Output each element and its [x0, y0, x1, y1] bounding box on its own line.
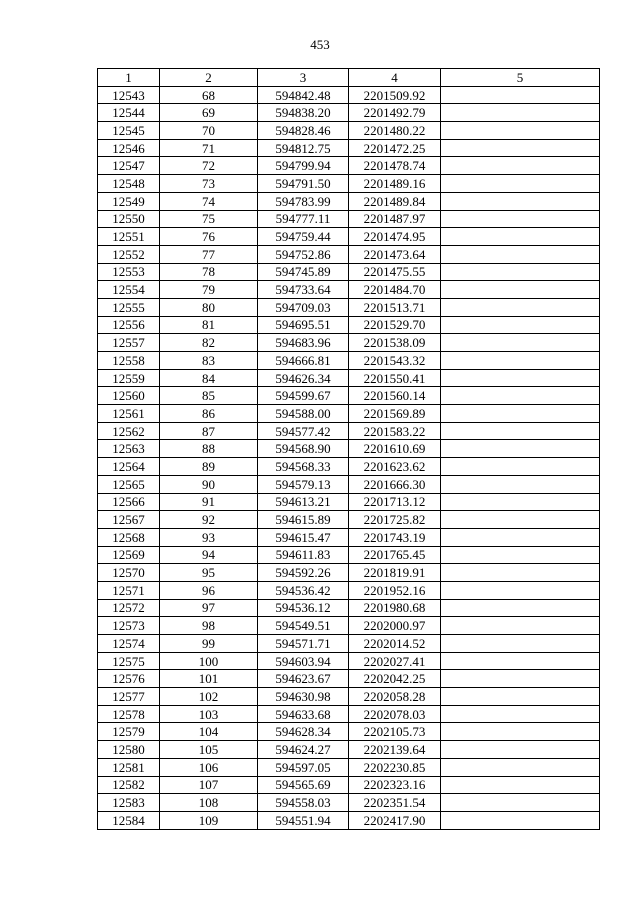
table-cell: 594568.33 [258, 458, 349, 476]
table-row [98, 705, 600, 723]
table-cell [441, 723, 600, 741]
table-row [98, 387, 600, 405]
table-cell: 2201819.91 [349, 564, 441, 582]
table-cell [441, 210, 600, 228]
table-cell [441, 546, 600, 564]
table-cell: 2202058.28 [349, 688, 441, 706]
table-cell: 12576 [98, 670, 160, 688]
table-cell [441, 122, 600, 140]
coordinates-table [97, 68, 600, 830]
table-cell: 69 [160, 104, 258, 122]
table-cell [441, 263, 600, 281]
table-row [98, 458, 600, 476]
table-cell: 2201725.82 [349, 511, 441, 529]
table-cell: 594709.03 [258, 298, 349, 316]
table-cell: 12555 [98, 298, 160, 316]
table-cell [441, 175, 600, 193]
column-header: 4 [349, 69, 441, 87]
table-cell: 92 [160, 511, 258, 529]
table-cell: 12558 [98, 352, 160, 370]
table-cell: 2201560.14 [349, 387, 441, 405]
table-cell: 101 [160, 670, 258, 688]
table-cell: 12581 [98, 758, 160, 776]
table-row [98, 192, 600, 210]
table-cell: 12584 [98, 811, 160, 829]
table-cell: 12573 [98, 617, 160, 635]
table-cell [441, 352, 600, 370]
table-body [98, 86, 600, 829]
table-cell: 2202230.85 [349, 758, 441, 776]
table-cell: 594599.67 [258, 387, 349, 405]
table-cell [441, 635, 600, 653]
table-cell [441, 405, 600, 423]
table-cell: 2201484.70 [349, 281, 441, 299]
table-cell: 12582 [98, 776, 160, 794]
table-row [98, 298, 600, 316]
table-cell: 2202139.64 [349, 741, 441, 759]
table-cell: 12563 [98, 440, 160, 458]
table-cell: 594623.67 [258, 670, 349, 688]
table-row [98, 546, 600, 564]
table-cell [441, 688, 600, 706]
table-cell [441, 581, 600, 599]
table-cell: 12554 [98, 281, 160, 299]
table-row [98, 316, 600, 334]
table-row [98, 652, 600, 670]
table-cell [441, 440, 600, 458]
table-cell: 2201473.64 [349, 245, 441, 263]
table-cell: 594633.68 [258, 705, 349, 723]
table-cell: 594577.42 [258, 422, 349, 440]
table-cell [441, 493, 600, 511]
table-cell: 12580 [98, 741, 160, 759]
table-cell [441, 599, 600, 617]
table-row [98, 599, 600, 617]
table-cell: 594549.51 [258, 617, 349, 635]
table-cell: 12550 [98, 210, 160, 228]
table-cell [441, 794, 600, 812]
table-row [98, 758, 600, 776]
table-cell: 12548 [98, 175, 160, 193]
table-cell: 594777.11 [258, 210, 349, 228]
table-row [98, 157, 600, 175]
table-cell: 594695.51 [258, 316, 349, 334]
table-cell: 106 [160, 758, 258, 776]
table-cell: 2201743.19 [349, 528, 441, 546]
table-row [98, 617, 600, 635]
table-cell: 2201550.41 [349, 369, 441, 387]
table-cell [441, 741, 600, 759]
table-cell: 2201543.32 [349, 352, 441, 370]
table-cell: 594799.94 [258, 157, 349, 175]
table-cell: 2201492.79 [349, 104, 441, 122]
table-cell: 107 [160, 776, 258, 794]
table-cell: 12566 [98, 493, 160, 511]
table-row [98, 475, 600, 493]
table-cell: 12572 [98, 599, 160, 617]
table-cell: 91 [160, 493, 258, 511]
table-cell: 2201489.16 [349, 175, 441, 193]
table-cell [441, 564, 600, 582]
table-cell: 12568 [98, 528, 160, 546]
table-cell: 2201474.95 [349, 228, 441, 246]
table-cell: 12556 [98, 316, 160, 334]
table-cell: 12567 [98, 511, 160, 529]
table-cell: 85 [160, 387, 258, 405]
table-cell: 103 [160, 705, 258, 723]
table-cell [441, 245, 600, 263]
table-cell: 12546 [98, 139, 160, 157]
table-cell: 12571 [98, 581, 160, 599]
table-cell: 88 [160, 440, 258, 458]
table-cell: 594615.47 [258, 528, 349, 546]
table-cell: 12579 [98, 723, 160, 741]
table-cell: 594630.98 [258, 688, 349, 706]
column-header: 5 [441, 69, 600, 87]
table-row [98, 122, 600, 140]
table-cell: 594592.26 [258, 564, 349, 582]
table-cell: 2201478.74 [349, 157, 441, 175]
table-cell [441, 369, 600, 387]
table-cell: 105 [160, 741, 258, 759]
table-cell: 12551 [98, 228, 160, 246]
table-cell: 594791.50 [258, 175, 349, 193]
table-cell: 594551.94 [258, 811, 349, 829]
table-row [98, 175, 600, 193]
table-row [98, 811, 600, 829]
table-cell: 594733.64 [258, 281, 349, 299]
table-cell: 594588.00 [258, 405, 349, 423]
table-row [98, 245, 600, 263]
table-cell: 2201475.55 [349, 263, 441, 281]
table-row [98, 723, 600, 741]
table-cell: 2201487.97 [349, 210, 441, 228]
table-cell: 594536.42 [258, 581, 349, 599]
table-cell: 594603.94 [258, 652, 349, 670]
table-row [98, 741, 600, 759]
table-cell [441, 228, 600, 246]
table-row [98, 210, 600, 228]
table-cell: 12544 [98, 104, 160, 122]
table-cell: 594615.89 [258, 511, 349, 529]
table-cell [441, 281, 600, 299]
table-cell [441, 511, 600, 529]
table-cell: 71 [160, 139, 258, 157]
table-cell: 81 [160, 316, 258, 334]
table-cell: 2201765.45 [349, 546, 441, 564]
table-cell: 594568.90 [258, 440, 349, 458]
table-row [98, 422, 600, 440]
table-cell: 12543 [98, 86, 160, 104]
table-cell: 594597.05 [258, 758, 349, 776]
table-cell: 73 [160, 175, 258, 193]
table-cell: 97 [160, 599, 258, 617]
table-cell: 2201666.30 [349, 475, 441, 493]
table-cell: 108 [160, 794, 258, 812]
table-cell: 12575 [98, 652, 160, 670]
table-cell: 12552 [98, 245, 160, 263]
table-row [98, 104, 600, 122]
table-cell: 12549 [98, 192, 160, 210]
table-cell: 104 [160, 723, 258, 741]
table-cell [441, 86, 600, 104]
table-cell: 90 [160, 475, 258, 493]
table-cell: 2202078.03 [349, 705, 441, 723]
table-cell [441, 316, 600, 334]
table-cell: 80 [160, 298, 258, 316]
table-row [98, 86, 600, 104]
table-cell: 594624.27 [258, 741, 349, 759]
table-cell: 95 [160, 564, 258, 582]
table-cell: 2201623.62 [349, 458, 441, 476]
table-cell: 102 [160, 688, 258, 706]
column-header: 1 [98, 69, 160, 87]
table-cell: 594666.81 [258, 352, 349, 370]
table-row [98, 528, 600, 546]
table-cell: 94 [160, 546, 258, 564]
table-cell: 2202042.25 [349, 670, 441, 688]
table-row [98, 670, 600, 688]
table-cell [441, 652, 600, 670]
column-header: 2 [160, 69, 258, 87]
table-row [98, 511, 600, 529]
table-row [98, 281, 600, 299]
table-cell: 12578 [98, 705, 160, 723]
table-cell: 12583 [98, 794, 160, 812]
table-cell [441, 475, 600, 493]
table-cell: 77 [160, 245, 258, 263]
table-cell [441, 387, 600, 405]
table-cell: 12560 [98, 387, 160, 405]
table-cell: 2201480.22 [349, 122, 441, 140]
table-cell [441, 422, 600, 440]
table-cell [441, 617, 600, 635]
table-cell: 96 [160, 581, 258, 599]
table-cell: 594579.13 [258, 475, 349, 493]
table-cell: 2201489.84 [349, 192, 441, 210]
table-cell: 12559 [98, 369, 160, 387]
table-header-row [98, 69, 600, 87]
table-cell: 98 [160, 617, 258, 635]
table-row [98, 440, 600, 458]
table-cell: 100 [160, 652, 258, 670]
table-cell: 594628.34 [258, 723, 349, 741]
table-cell: 594828.46 [258, 122, 349, 140]
table-cell: 82 [160, 334, 258, 352]
table-cell: 594745.89 [258, 263, 349, 281]
table-cell: 594571.71 [258, 635, 349, 653]
table-row [98, 635, 600, 653]
table-cell: 84 [160, 369, 258, 387]
table-cell: 75 [160, 210, 258, 228]
table-cell: 2201980.68 [349, 599, 441, 617]
table-cell: 2202027.41 [349, 652, 441, 670]
table-row [98, 263, 600, 281]
table-cell: 2201952.16 [349, 581, 441, 599]
table-cell: 594812.75 [258, 139, 349, 157]
table-cell: 86 [160, 405, 258, 423]
table-cell: 12569 [98, 546, 160, 564]
table-cell [441, 334, 600, 352]
table-row [98, 334, 600, 352]
table-cell [441, 705, 600, 723]
table-cell: 2201513.71 [349, 298, 441, 316]
table-cell: 2201538.09 [349, 334, 441, 352]
table-cell: 594759.44 [258, 228, 349, 246]
table-cell: 68 [160, 86, 258, 104]
table-cell: 76 [160, 228, 258, 246]
table-cell: 12547 [98, 157, 160, 175]
table-cell: 2202417.90 [349, 811, 441, 829]
table-cell [441, 157, 600, 175]
table-row [98, 564, 600, 582]
table-cell: 93 [160, 528, 258, 546]
table-cell: 12565 [98, 475, 160, 493]
table-cell [441, 298, 600, 316]
table-cell: 12553 [98, 263, 160, 281]
table-cell: 12564 [98, 458, 160, 476]
table-cell: 12570 [98, 564, 160, 582]
table-cell: 2201472.25 [349, 139, 441, 157]
table-row [98, 139, 600, 157]
table-cell: 2201529.70 [349, 316, 441, 334]
table-cell [441, 192, 600, 210]
table-cell: 72 [160, 157, 258, 175]
table-cell: 2201583.22 [349, 422, 441, 440]
table-cell [441, 670, 600, 688]
table-cell [441, 776, 600, 794]
table-cell: 2201610.69 [349, 440, 441, 458]
table-cell [441, 528, 600, 546]
table-cell: 2202000.97 [349, 617, 441, 635]
table-cell: 594626.34 [258, 369, 349, 387]
table-row [98, 405, 600, 423]
table-cell: 2201509.92 [349, 86, 441, 104]
table-cell: 594838.20 [258, 104, 349, 122]
table-cell [441, 139, 600, 157]
table-row [98, 794, 600, 812]
table-row [98, 493, 600, 511]
table-row [98, 228, 600, 246]
table-cell: 12561 [98, 405, 160, 423]
table-cell: 594683.96 [258, 334, 349, 352]
table-cell: 79 [160, 281, 258, 299]
table-cell [441, 458, 600, 476]
table-cell: 12557 [98, 334, 160, 352]
table-cell: 594752.86 [258, 245, 349, 263]
table-cell [441, 758, 600, 776]
table-cell: 74 [160, 192, 258, 210]
table-cell: 78 [160, 263, 258, 281]
table-cell: 594783.99 [258, 192, 349, 210]
table-cell: 89 [160, 458, 258, 476]
column-header: 3 [258, 69, 349, 87]
table-cell: 594558.03 [258, 794, 349, 812]
table-cell: 70 [160, 122, 258, 140]
table-cell: 594613.21 [258, 493, 349, 511]
table-cell [441, 104, 600, 122]
table-row [98, 581, 600, 599]
table-cell: 87 [160, 422, 258, 440]
table-cell: 83 [160, 352, 258, 370]
table-cell: 12545 [98, 122, 160, 140]
table-cell: 2202105.73 [349, 723, 441, 741]
table-row [98, 776, 600, 794]
table-cell: 594611.83 [258, 546, 349, 564]
table-cell: 2201569.89 [349, 405, 441, 423]
table-cell: 12562 [98, 422, 160, 440]
table-cell: 594565.69 [258, 776, 349, 794]
table-row [98, 352, 600, 370]
table-cell: 2201713.12 [349, 493, 441, 511]
page-number: 453 [310, 37, 330, 52]
table-cell: 594842.48 [258, 86, 349, 104]
table-cell: 594536.12 [258, 599, 349, 617]
table-row [98, 369, 600, 387]
table-cell: 12574 [98, 635, 160, 653]
table-cell: 109 [160, 811, 258, 829]
table-row [98, 688, 600, 706]
table-cell: 99 [160, 635, 258, 653]
table-cell: 12577 [98, 688, 160, 706]
table-cell: 2202351.54 [349, 794, 441, 812]
table-cell: 2202014.52 [349, 635, 441, 653]
table-cell [441, 811, 600, 829]
table-cell: 2202323.16 [349, 776, 441, 794]
